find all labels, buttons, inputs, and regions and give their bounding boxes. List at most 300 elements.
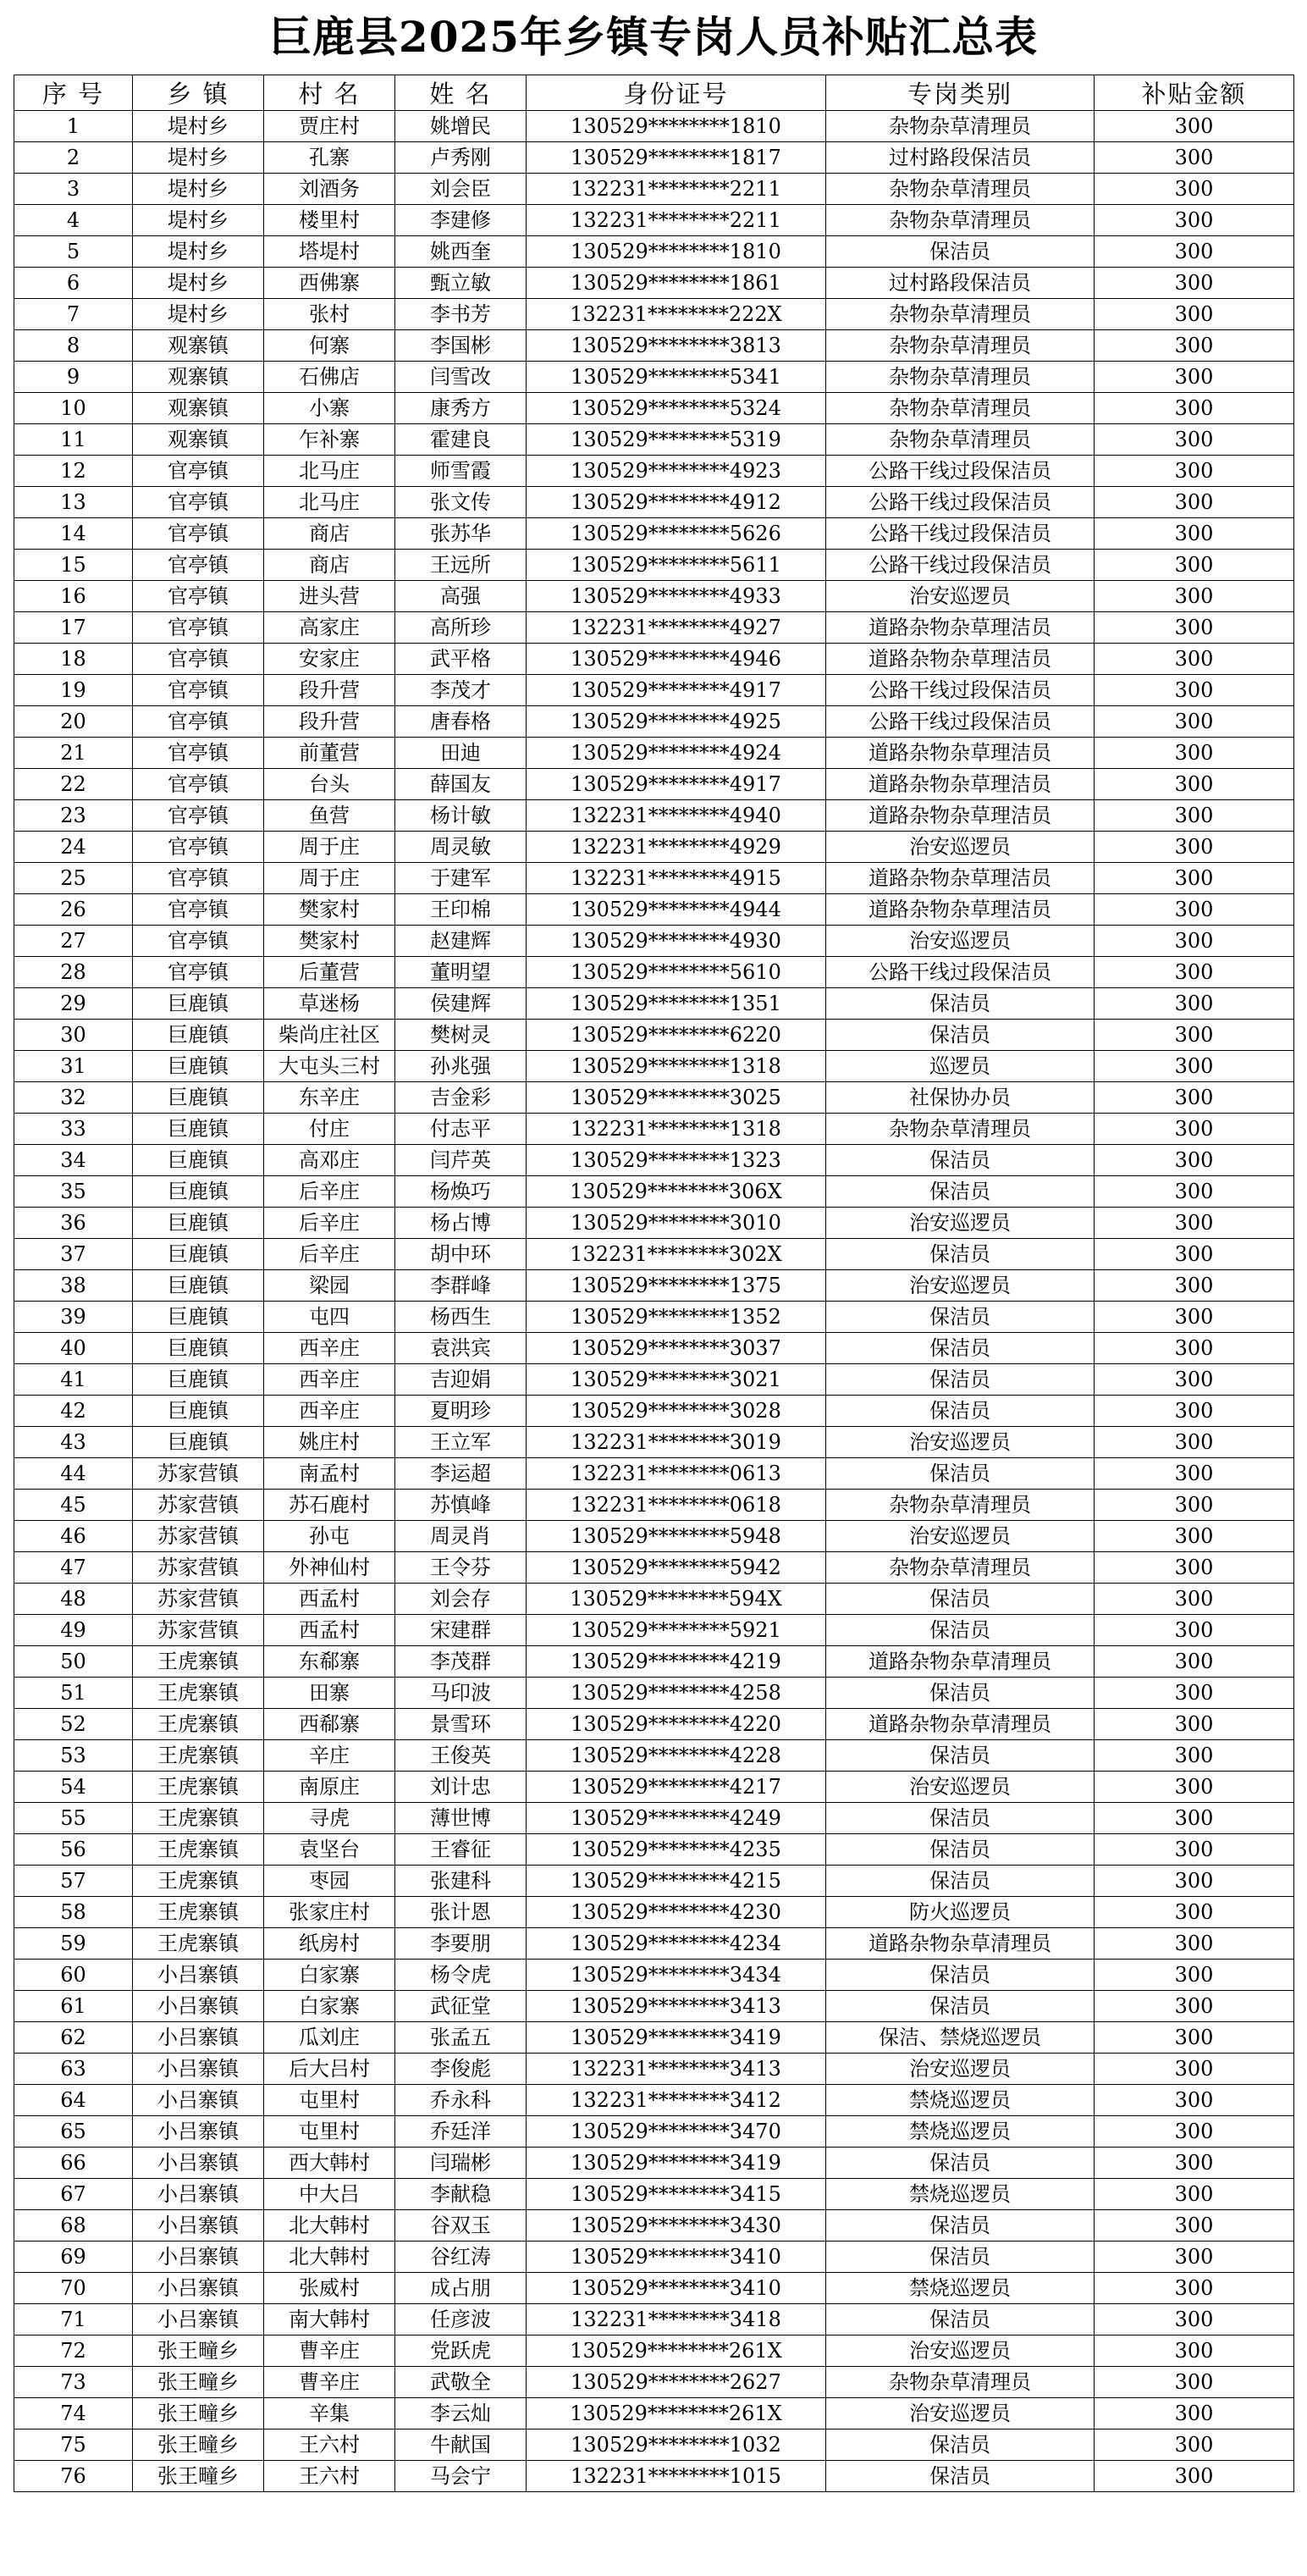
cell-township: 张王疃乡 [133, 2336, 264, 2367]
cell-village: 进头营 [264, 581, 395, 612]
table-row [14, 675, 1294, 706]
cell-index: 28 [14, 957, 133, 988]
cell-township: 巨鹿镇 [133, 1114, 264, 1145]
cell-township: 巨鹿镇 [133, 1239, 264, 1270]
cell-village: 袁坚台 [264, 1834, 395, 1866]
cell-village: 后辛庄 [264, 1239, 395, 1270]
cell-amount: 300 [1095, 832, 1294, 863]
cell-village: 鱼营 [264, 800, 395, 832]
cell-village: 商店 [264, 550, 395, 581]
cell-id-number: 130529********2627 [527, 2367, 826, 2398]
table-row [14, 2085, 1294, 2116]
cell-name: 刘计忠 [395, 1772, 527, 1803]
cell-post-type: 道路杂物杂草清理员 [826, 1646, 1095, 1678]
cell-id-number: 132231********2211 [527, 174, 826, 205]
table-row [14, 1897, 1294, 1928]
cell-index: 40 [14, 1333, 133, 1364]
cell-amount: 300 [1095, 518, 1294, 550]
cell-name: 赵建辉 [395, 926, 527, 957]
cell-township: 苏家营镇 [133, 1615, 264, 1646]
table-row [14, 2461, 1294, 2492]
cell-township: 官亭镇 [133, 957, 264, 988]
cell-amount: 300 [1095, 1020, 1294, 1051]
cell-post-type: 保洁员 [826, 2304, 1095, 2336]
cell-amount: 300 [1095, 487, 1294, 518]
cell-village: 屯里村 [264, 2085, 395, 2116]
cell-name: 李书芳 [395, 299, 527, 330]
cell-id-number: 130529********5610 [527, 957, 826, 988]
cell-name: 杨焕巧 [395, 1176, 527, 1208]
cell-township: 巨鹿镇 [133, 988, 264, 1020]
cell-village: 北大韩村 [264, 2242, 395, 2273]
cell-index: 19 [14, 675, 133, 706]
cell-township: 官亭镇 [133, 612, 264, 644]
cell-amount: 300 [1095, 2148, 1294, 2179]
cell-amount: 300 [1095, 2367, 1294, 2398]
cell-township: 巨鹿镇 [133, 1270, 264, 1302]
cell-amount: 300 [1095, 2242, 1294, 2273]
cell-amount: 300 [1095, 1145, 1294, 1176]
cell-index: 42 [14, 1396, 133, 1427]
cell-village: 后辛庄 [264, 1176, 395, 1208]
cell-name: 张苏华 [395, 518, 527, 550]
cell-name: 吉金彩 [395, 1082, 527, 1114]
cell-name: 张建科 [395, 1866, 527, 1897]
cell-id-number: 130529********4217 [527, 1772, 826, 1803]
header-township: 乡 镇 [133, 75, 264, 111]
cell-name: 周灵敏 [395, 832, 527, 863]
table-row [14, 2242, 1294, 2273]
cell-id-number: 130529********4930 [527, 926, 826, 957]
table-row [14, 487, 1294, 518]
cell-amount: 300 [1095, 1803, 1294, 1834]
cell-post-type: 治安巡逻员 [826, 1427, 1095, 1458]
cell-id-number: 130529********3410 [527, 2242, 826, 2273]
cell-index: 37 [14, 1239, 133, 1270]
table-row [14, 205, 1294, 236]
table-row [14, 1678, 1294, 1709]
cell-amount: 300 [1095, 2022, 1294, 2054]
cell-amount: 300 [1095, 362, 1294, 393]
cell-township: 小吕寨镇 [133, 2022, 264, 2054]
cell-index: 13 [14, 487, 133, 518]
cell-village: 楼里村 [264, 205, 395, 236]
cell-index: 32 [14, 1082, 133, 1114]
cell-id-number: 130529********6220 [527, 1020, 826, 1051]
cell-index: 71 [14, 2304, 133, 2336]
cell-amount: 300 [1095, 894, 1294, 926]
cell-id-number: 130529********1375 [527, 1270, 826, 1302]
cell-post-type: 公路干线过段保洁员 [826, 957, 1095, 988]
cell-name: 李运超 [395, 1458, 527, 1490]
cell-township: 堤村乡 [133, 205, 264, 236]
cell-index: 27 [14, 926, 133, 957]
table-row [14, 1991, 1294, 2022]
cell-village: 王六村 [264, 2461, 395, 2492]
table-row [14, 1552, 1294, 1584]
table-row [14, 1960, 1294, 1991]
cell-post-type: 公路干线过段保洁员 [826, 550, 1095, 581]
cell-id-number: 130529********3410 [527, 2273, 826, 2304]
cell-index: 75 [14, 2430, 133, 2461]
cell-id-number: 130529********4230 [527, 1897, 826, 1928]
cell-index: 45 [14, 1490, 133, 1521]
cell-village: 东郗寨 [264, 1646, 395, 1678]
cell-post-type: 保洁员 [826, 1145, 1095, 1176]
table-row [14, 988, 1294, 1020]
cell-post-type: 道路杂物杂草理洁员 [826, 800, 1095, 832]
table-row [14, 142, 1294, 174]
cell-post-type: 禁烧巡逻员 [826, 2085, 1095, 2116]
cell-id-number: 130529********1323 [527, 1145, 826, 1176]
table-row [14, 2054, 1294, 2085]
cell-village: 白家寨 [264, 1991, 395, 2022]
cell-post-type: 杂物杂草清理员 [826, 1490, 1095, 1521]
cell-post-type: 杂物杂草清理员 [826, 299, 1095, 330]
table-row [14, 393, 1294, 424]
cell-index: 5 [14, 236, 133, 268]
cell-amount: 300 [1095, 2179, 1294, 2210]
cell-village: 辛集 [264, 2398, 395, 2430]
cell-index: 36 [14, 1208, 133, 1239]
cell-township: 官亭镇 [133, 738, 264, 769]
cell-post-type: 保洁员 [826, 1740, 1095, 1772]
cell-township: 堤村乡 [133, 142, 264, 174]
cell-amount: 300 [1095, 612, 1294, 644]
cell-amount: 300 [1095, 1740, 1294, 1772]
cell-name: 李俊彪 [395, 2054, 527, 2085]
cell-amount: 300 [1095, 1270, 1294, 1302]
table-row [14, 2022, 1294, 2054]
cell-amount: 300 [1095, 1427, 1294, 1458]
cell-index: 56 [14, 1834, 133, 1866]
cell-township: 官亭镇 [133, 863, 264, 894]
cell-post-type: 道路杂物杂草理洁员 [826, 769, 1095, 800]
table-row [14, 738, 1294, 769]
cell-village: 小寨 [264, 393, 395, 424]
cell-index: 24 [14, 832, 133, 863]
cell-township: 巨鹿镇 [133, 1302, 264, 1333]
cell-amount: 300 [1095, 1521, 1294, 1552]
cell-township: 官亭镇 [133, 706, 264, 738]
cell-post-type: 禁烧巡逻员 [826, 2273, 1095, 2304]
cell-name: 闫芹英 [395, 1145, 527, 1176]
cell-township: 苏家营镇 [133, 1458, 264, 1490]
cell-village: 北马庄 [264, 487, 395, 518]
cell-post-type: 保洁员 [826, 988, 1095, 1020]
cell-amount: 300 [1095, 1709, 1294, 1740]
table-row [14, 2367, 1294, 2398]
cell-village: 南孟村 [264, 1458, 395, 1490]
table-row [14, 612, 1294, 644]
cell-amount: 300 [1095, 142, 1294, 174]
cell-id-number: 130529********3470 [527, 2116, 826, 2148]
cell-post-type: 治安巡逻员 [826, 2054, 1095, 2085]
cell-id-number: 132231********2211 [527, 205, 826, 236]
cell-name: 薛国友 [395, 769, 527, 800]
cell-village: 何寨 [264, 330, 395, 362]
cell-id-number: 130529********1817 [527, 142, 826, 174]
cell-amount: 300 [1095, 393, 1294, 424]
cell-id-number: 130529********3419 [527, 2148, 826, 2179]
cell-post-type: 杂物杂草清理员 [826, 205, 1095, 236]
cell-post-type: 杂物杂草清理员 [826, 330, 1095, 362]
cell-name: 张孟五 [395, 2022, 527, 2054]
cell-index: 4 [14, 205, 133, 236]
cell-id-number: 130529********4933 [527, 581, 826, 612]
cell-township: 官亭镇 [133, 894, 264, 926]
cell-name: 苏慎峰 [395, 1490, 527, 1521]
cell-index: 49 [14, 1615, 133, 1646]
cell-amount: 300 [1095, 2054, 1294, 2085]
cell-name: 武敬全 [395, 2367, 527, 2398]
cell-township: 官亭镇 [133, 926, 264, 957]
cell-name: 胡中环 [395, 1239, 527, 1270]
cell-name: 宋建群 [395, 1615, 527, 1646]
cell-name: 卢秀刚 [395, 142, 527, 174]
cell-name: 牛献国 [395, 2430, 527, 2461]
cell-post-type: 杂物杂草清理员 [826, 362, 1095, 393]
cell-index: 38 [14, 1270, 133, 1302]
cell-id-number: 130529********1318 [527, 1051, 826, 1082]
table-row [14, 2398, 1294, 2430]
cell-post-type: 治安巡逻员 [826, 832, 1095, 863]
cell-name: 周灵肖 [395, 1521, 527, 1552]
cell-amount: 300 [1095, 988, 1294, 1020]
cell-name: 杨占博 [395, 1208, 527, 1239]
cell-village: 中大吕 [264, 2179, 395, 2210]
cell-village: 高邓庄 [264, 1145, 395, 1176]
cell-index: 55 [14, 1803, 133, 1834]
cell-index: 74 [14, 2398, 133, 2430]
cell-index: 34 [14, 1145, 133, 1176]
table-row [14, 1834, 1294, 1866]
cell-amount: 300 [1095, 800, 1294, 832]
cell-post-type: 巡逻员 [826, 1051, 1095, 1082]
cell-township: 堤村乡 [133, 236, 264, 268]
cell-amount: 300 [1095, 1678, 1294, 1709]
cell-name: 谷红涛 [395, 2242, 527, 2273]
cell-amount: 300 [1095, 174, 1294, 205]
cell-id-number: 130529********1861 [527, 268, 826, 299]
cell-post-type: 过村路段保洁员 [826, 268, 1095, 299]
table-row [14, 706, 1294, 738]
cell-village: 段升营 [264, 706, 395, 738]
table-row [14, 1646, 1294, 1678]
cell-post-type: 防火巡逻员 [826, 1897, 1095, 1928]
table-row [14, 456, 1294, 487]
cell-township: 小吕寨镇 [133, 2242, 264, 2273]
table-row [14, 1176, 1294, 1208]
cell-index: 20 [14, 706, 133, 738]
cell-index: 46 [14, 1521, 133, 1552]
cell-name: 董明望 [395, 957, 527, 988]
cell-index: 3 [14, 174, 133, 205]
cell-id-number: 130529********5948 [527, 1521, 826, 1552]
cell-village: 张威村 [264, 2273, 395, 2304]
cell-village: 西大韩村 [264, 2148, 395, 2179]
cell-amount: 300 [1095, 1490, 1294, 1521]
cell-name: 马会宁 [395, 2461, 527, 2492]
cell-id-number: 130529********5319 [527, 424, 826, 456]
cell-id-number: 130529********3010 [527, 1208, 826, 1239]
cell-post-type: 保洁员 [826, 2148, 1095, 2179]
cell-name: 杨西生 [395, 1302, 527, 1333]
table-row [14, 1490, 1294, 1521]
cell-village: 乍补寨 [264, 424, 395, 456]
table-row [14, 2273, 1294, 2304]
cell-index: 12 [14, 456, 133, 487]
cell-id-number: 132231********3418 [527, 2304, 826, 2336]
cell-village: 后董营 [264, 957, 395, 988]
table-row [14, 1145, 1294, 1176]
cell-post-type: 治安巡逻员 [826, 2336, 1095, 2367]
cell-post-type: 治安巡逻员 [826, 1521, 1095, 1552]
table-row [14, 174, 1294, 205]
cell-post-type: 保洁员 [826, 236, 1095, 268]
cell-township: 观寨镇 [133, 424, 264, 456]
cell-id-number: 130529********594X [527, 1584, 826, 1615]
cell-post-type: 禁烧巡逻员 [826, 2179, 1095, 2210]
cell-name: 李建修 [395, 205, 527, 236]
cell-post-type: 道路杂物杂草理洁员 [826, 894, 1095, 926]
cell-village: 付庄 [264, 1114, 395, 1145]
table-row [14, 424, 1294, 456]
cell-post-type: 保洁员 [826, 2461, 1095, 2492]
cell-index: 9 [14, 362, 133, 393]
cell-index: 68 [14, 2210, 133, 2242]
cell-post-type: 道路杂物杂草理洁员 [826, 738, 1095, 769]
cell-name: 张文传 [395, 487, 527, 518]
cell-township: 小吕寨镇 [133, 2179, 264, 2210]
cell-index: 73 [14, 2367, 133, 2398]
cell-township: 官亭镇 [133, 550, 264, 581]
cell-post-type: 保洁员 [826, 1302, 1095, 1333]
header-village: 村 名 [264, 75, 395, 111]
cell-name: 闫雪改 [395, 362, 527, 393]
cell-post-type: 保洁员 [826, 1584, 1095, 1615]
cell-amount: 300 [1095, 1239, 1294, 1270]
cell-index: 10 [14, 393, 133, 424]
table-row [14, 1709, 1294, 1740]
cell-township: 王虎寨镇 [133, 1772, 264, 1803]
header-post-type: 专岗类别 [826, 75, 1095, 111]
cell-name: 武征堂 [395, 1991, 527, 2022]
cell-village: 寻虎 [264, 1803, 395, 1834]
table-row [14, 2116, 1294, 2148]
cell-township: 堤村乡 [133, 268, 264, 299]
cell-index: 8 [14, 330, 133, 362]
cell-township: 苏家营镇 [133, 1490, 264, 1521]
cell-township: 王虎寨镇 [133, 1678, 264, 1709]
cell-township: 巨鹿镇 [133, 1427, 264, 1458]
table-row [14, 863, 1294, 894]
header-amount: 补贴金额 [1095, 75, 1294, 111]
cell-village: 屯里村 [264, 2116, 395, 2148]
cell-township: 官亭镇 [133, 487, 264, 518]
cell-post-type: 杂物杂草清理员 [826, 2367, 1095, 2398]
header-index: 序 号 [14, 75, 133, 111]
cell-amount: 300 [1095, 1396, 1294, 1427]
cell-id-number: 130529********4917 [527, 675, 826, 706]
cell-village: 西孟村 [264, 1615, 395, 1646]
table-row [14, 268, 1294, 299]
cell-village: 王六村 [264, 2430, 395, 2461]
cell-index: 76 [14, 2461, 133, 2492]
cell-index: 31 [14, 1051, 133, 1082]
cell-amount: 300 [1095, 236, 1294, 268]
cell-post-type: 治安巡逻员 [826, 2398, 1095, 2430]
table-row [14, 1302, 1294, 1333]
table-row [14, 1521, 1294, 1552]
cell-post-type: 治安巡逻员 [826, 926, 1095, 957]
cell-village: 西郗寨 [264, 1709, 395, 1740]
cell-index: 57 [14, 1866, 133, 1897]
cell-post-type: 保洁员 [826, 1960, 1095, 1991]
cell-post-type: 杂物杂草清理员 [826, 424, 1095, 456]
cell-post-type: 道路杂物杂草理洁员 [826, 863, 1095, 894]
cell-village: 曹辛庄 [264, 2336, 395, 2367]
cell-village: 曹辛庄 [264, 2367, 395, 2398]
cell-township: 张王疃乡 [133, 2430, 264, 2461]
cell-id-number: 130529********1032 [527, 2430, 826, 2461]
cell-post-type: 保洁员 [826, 1020, 1095, 1051]
table-row [14, 926, 1294, 957]
cell-post-type: 保洁员 [826, 1678, 1095, 1709]
cell-name: 王俊英 [395, 1740, 527, 1772]
cell-township: 官亭镇 [133, 675, 264, 706]
cell-name: 薄世博 [395, 1803, 527, 1834]
cell-village: 樊家村 [264, 894, 395, 926]
cell-post-type: 保洁员 [826, 1239, 1095, 1270]
cell-village: 屯四 [264, 1302, 395, 1333]
cell-name: 田迪 [395, 738, 527, 769]
cell-name: 李茂群 [395, 1646, 527, 1678]
header-id-number: 身份证号 [527, 75, 826, 111]
cell-township: 小吕寨镇 [133, 1991, 264, 2022]
cell-village: 枣园 [264, 1866, 395, 1897]
cell-name: 武平格 [395, 644, 527, 675]
cell-index: 15 [14, 550, 133, 581]
cell-name: 樊树灵 [395, 1020, 527, 1051]
cell-name: 姚西奎 [395, 236, 527, 268]
cell-id-number: 130529********4923 [527, 456, 826, 487]
cell-amount: 300 [1095, 1772, 1294, 1803]
table-row [14, 1208, 1294, 1239]
table-row [14, 1082, 1294, 1114]
cell-id-number: 130529********3021 [527, 1364, 826, 1396]
cell-index: 62 [14, 2022, 133, 2054]
cell-post-type: 杂物杂草清理员 [826, 174, 1095, 205]
table-row [14, 236, 1294, 268]
cell-village: 西孟村 [264, 1584, 395, 1615]
cell-name: 杨令虎 [395, 1960, 527, 1991]
cell-id-number: 132231********4940 [527, 800, 826, 832]
cell-township: 王虎寨镇 [133, 1866, 264, 1897]
cell-id-number: 130529********4925 [527, 706, 826, 738]
cell-index: 53 [14, 1740, 133, 1772]
cell-post-type: 公路干线过段保洁员 [826, 675, 1095, 706]
cell-township: 巨鹿镇 [133, 1082, 264, 1114]
cell-township: 王虎寨镇 [133, 1928, 264, 1960]
cell-township: 堤村乡 [133, 174, 264, 205]
cell-id-number: 132231********3412 [527, 2085, 826, 2116]
cell-index: 21 [14, 738, 133, 769]
cell-amount: 300 [1095, 205, 1294, 236]
cell-post-type: 保洁员 [826, 1176, 1095, 1208]
cell-village: 草迷杨 [264, 988, 395, 1020]
cell-amount: 300 [1095, 1646, 1294, 1678]
